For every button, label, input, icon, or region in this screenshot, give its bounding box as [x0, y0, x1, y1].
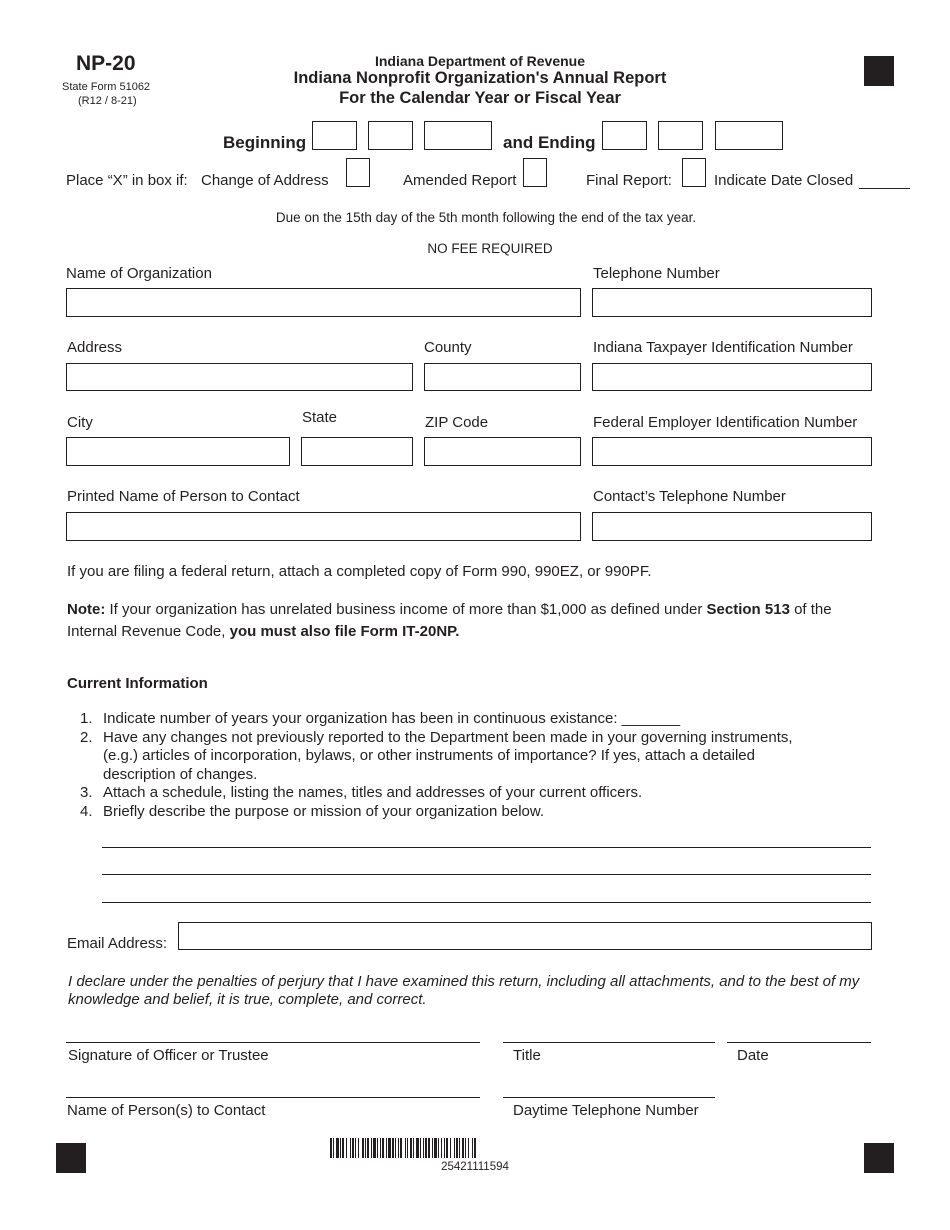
note-text-1: If your organization has unrelated business income of more than $1,000 as defined under [105, 601, 707, 618]
barcode-bar [465, 1138, 466, 1158]
barcode-bar [468, 1138, 469, 1158]
barcode [330, 1138, 620, 1158]
beginning-year-box[interactable] [424, 121, 492, 150]
registration-mark-bottom-right [864, 1143, 894, 1173]
city-label: City [67, 414, 93, 431]
barcode-bar [400, 1138, 402, 1158]
email-label: Email Address: [67, 935, 168, 952]
state-field[interactable] [301, 437, 413, 466]
barcode-bar [358, 1138, 359, 1158]
barcode-bar [410, 1138, 412, 1158]
barcode-bar [373, 1138, 376, 1158]
form-id: NP-20 [76, 52, 136, 75]
barcode-bar [362, 1138, 364, 1158]
address-label: Address [67, 339, 123, 356]
barcode-bar [392, 1138, 394, 1158]
list-item-4: 4. Briefly describe the purpose or mission of your organization below. [80, 802, 545, 820]
title-label: Title [513, 1047, 541, 1064]
daytime-phone-line[interactable] [503, 1097, 715, 1098]
barcode-bar [428, 1138, 430, 1158]
change-of-address-checkbox[interactable] [346, 158, 370, 187]
final-report-checkbox[interactable] [682, 158, 706, 187]
barcode-bar [420, 1138, 421, 1158]
barcode-bar [350, 1138, 351, 1158]
contact-phone-field[interactable] [592, 512, 872, 541]
purpose-line-2[interactable] [102, 874, 871, 875]
state-label: State [302, 409, 338, 426]
barcode-bar [474, 1138, 476, 1158]
barcode-bar [446, 1138, 448, 1158]
telephone-field[interactable] [592, 288, 872, 317]
org-name-field[interactable] [66, 288, 581, 317]
ending-label: and Ending [503, 133, 596, 152]
barcode-bar [425, 1138, 427, 1158]
daytime-phone-label: Daytime Telephone Number [513, 1102, 699, 1119]
officer-signature-line[interactable] [66, 1042, 480, 1043]
list-item-2: 2. Have any changes not previously reported to the Department been made in your governing instruments, (e.g.) articles of incorporation, bylaws, or other instruments of importance? If yes, attach a detailed description of changes. [80, 728, 793, 783]
barcode-number: 25421111594 [441, 1161, 509, 1173]
state-form-number: State Form 51062 [62, 81, 151, 93]
barcode-bar [456, 1138, 458, 1158]
barcode-bar [355, 1138, 356, 1158]
barcode-bar [330, 1138, 332, 1158]
note-text-3: Internal Revenue Code, [67, 623, 230, 640]
date-line[interactable] [727, 1042, 871, 1043]
barcode-bar [434, 1138, 437, 1158]
barcode-bar [423, 1138, 424, 1158]
change-of-address-label: Change of Address [201, 172, 329, 189]
ending-day-box[interactable] [658, 121, 703, 150]
ending-year-box[interactable] [715, 121, 783, 150]
indiana-tin-label: Indiana Taxpayer Identification Number [593, 339, 853, 356]
barcode-bar [336, 1138, 339, 1158]
contact-person-label: Name of Person(s) to Contact [67, 1102, 266, 1119]
current-info-list [80, 710, 793, 821]
beginning-month-box[interactable] [312, 121, 357, 150]
officer-signature-label: Signature of Officer or Trustee [68, 1047, 269, 1064]
org-name-label: Name of Organization [66, 265, 212, 282]
purpose-line-1[interactable] [102, 847, 871, 848]
contact-name-field[interactable] [66, 512, 581, 541]
form-title: Indiana Nonprofit Organization's Annual Report [293, 69, 667, 87]
barcode-bar [333, 1138, 334, 1158]
city-field[interactable] [66, 437, 290, 466]
federal-return-instruction: If you are filing a federal return, attach a completed copy of Form 990, 990EZ, or 990PF. [67, 563, 652, 580]
barcode-bar [340, 1138, 341, 1158]
fee-notice: NO FEE REQUIRED [427, 241, 553, 256]
ending-month-box[interactable] [602, 121, 647, 150]
barcode-bar [459, 1138, 460, 1158]
county-label: County [424, 339, 472, 356]
barcode-bar [380, 1138, 381, 1158]
contact-person-line[interactable] [66, 1097, 480, 1098]
note-section-513: Section 513 [706, 601, 790, 618]
telephone-label: Telephone Number [593, 265, 720, 282]
list-item-3: 3. Attach a schedule, listing the names, titles and addresses of your current officers. [80, 784, 643, 801]
note-text-2: of the [789, 601, 832, 618]
date-closed-line[interactable] [859, 188, 910, 189]
barcode-bar [454, 1138, 455, 1158]
barcode-bar [388, 1138, 391, 1158]
barcode-bar [367, 1138, 369, 1158]
barcode-bar [386, 1138, 387, 1158]
declaration-text: I declare under the penalties of perjury that I have examined this return, including all attachments, and to the best of my knowledge and belief, it is true, complete, and correct. [68, 973, 860, 1008]
note-it20np: you must also file Form IT-20NP. [229, 623, 460, 640]
registration-mark-bottom-left [56, 1143, 86, 1173]
barcode-bar [382, 1138, 384, 1158]
final-report-label: Final Report: [586, 172, 672, 189]
list-item-1: 1. Indicate number of years your organization has been in continuous existance: _______ [80, 710, 681, 727]
indiana-tin-field[interactable] [592, 363, 872, 391]
barcode-bar [432, 1138, 433, 1158]
form-revision: (R12 / 8-21) [78, 95, 137, 107]
fein-label: Federal Employer Identification Number [593, 414, 858, 431]
beginning-day-box[interactable] [368, 121, 413, 150]
agency-name: Indiana Department of Revenue [374, 53, 586, 69]
barcode-bar [441, 1138, 442, 1158]
date-closed-label: Indicate Date Closed [714, 172, 854, 189]
barcode-bar [450, 1138, 451, 1158]
barcode-bar [371, 1138, 372, 1158]
amended-report-checkbox[interactable] [523, 158, 547, 187]
barcode-bar [346, 1138, 347, 1158]
barcode-bar [405, 1138, 406, 1158]
barcode-bar [365, 1138, 366, 1158]
county-field[interactable] [424, 363, 581, 391]
due-date-notice: Due on the 15th day of the 5th month following the end of the tax year. [275, 210, 697, 225]
fein-field[interactable] [592, 437, 872, 466]
registration-mark-top-right [864, 56, 894, 86]
barcode-bar [407, 1138, 408, 1158]
beginning-label: Beginning [223, 133, 307, 152]
purpose-line-3[interactable] [102, 902, 871, 903]
contact-name-label: Printed Name of Person to Contact [67, 488, 300, 505]
contact-phone-label: Contact’s Telephone Number [593, 488, 786, 505]
note-label: Note: [67, 601, 106, 618]
barcode-bar [416, 1138, 419, 1158]
date-label: Date [737, 1047, 769, 1064]
form-subtitle: For the Calendar Year or Fiscal Year [339, 89, 621, 107]
barcode-bar [352, 1138, 354, 1158]
barcode-bar [377, 1138, 378, 1158]
title-line[interactable] [503, 1042, 715, 1043]
address-field[interactable] [66, 363, 413, 391]
barcode-bar [413, 1138, 414, 1158]
checkbox-instructions: Place “X” in box if: [66, 172, 188, 189]
barcode-bar [342, 1138, 344, 1158]
barcode-bar [444, 1138, 445, 1158]
zip-field[interactable] [424, 437, 581, 466]
amended-report-label: Amended Report [403, 172, 517, 189]
barcode-bar [398, 1138, 399, 1158]
barcode-bar [438, 1138, 439, 1158]
current-info-heading: Current Information [67, 675, 208, 692]
barcode-bar [472, 1138, 473, 1158]
note-paragraph [67, 599, 897, 643]
zip-label: ZIP Code [425, 414, 489, 431]
barcode-bar [395, 1138, 396, 1158]
barcode-bar [462, 1138, 464, 1158]
email-field[interactable] [178, 922, 872, 950]
